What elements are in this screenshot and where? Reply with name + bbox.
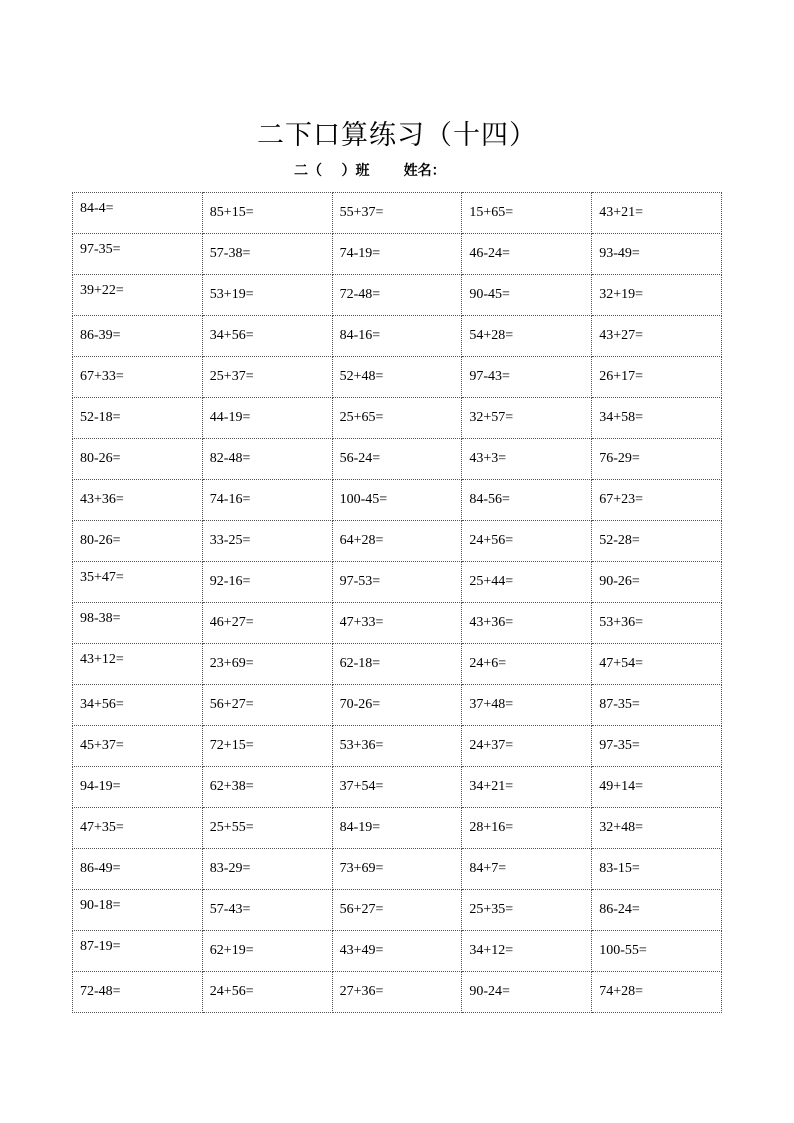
problem-cell: 25+37= <box>202 357 332 398</box>
problem-cell: 70-26= <box>332 685 462 726</box>
problem-cell: 53+36= <box>332 726 462 767</box>
table-row <box>73 234 722 275</box>
problem-cell: 57-43= <box>202 890 332 931</box>
table-row <box>73 726 722 767</box>
problem-cell: 83-15= <box>592 849 722 890</box>
problem-cell: 85+15= <box>202 193 332 234</box>
problem-cell: 24+37= <box>462 726 592 767</box>
problem-cell: 97-35= <box>73 234 203 275</box>
problem-cell: 90-26= <box>592 562 722 603</box>
problem-cell: 15+65= <box>462 193 592 234</box>
problem-cell: 35+47= <box>73 562 203 603</box>
problem-cell: 97-43= <box>462 357 592 398</box>
table-row <box>73 398 722 439</box>
problem-cell: 53+36= <box>592 603 722 644</box>
problem-cell: 24+56= <box>462 521 592 562</box>
problem-cell: 47+54= <box>592 644 722 685</box>
problem-cell: 97-35= <box>592 726 722 767</box>
problem-cell: 34+56= <box>202 316 332 357</box>
problem-cell: 46-24= <box>462 234 592 275</box>
table-row <box>73 521 722 562</box>
problem-cell: 33-25= <box>202 521 332 562</box>
problem-cell: 80-26= <box>73 439 203 480</box>
problem-cell: 53+19= <box>202 275 332 316</box>
arithmetic-table-body <box>73 193 722 1013</box>
problem-cell: 86-49= <box>73 849 203 890</box>
table-row <box>73 439 722 480</box>
problem-cell: 86-24= <box>592 890 722 931</box>
table-row <box>73 480 722 521</box>
problem-cell: 37+48= <box>462 685 592 726</box>
problem-cell: 28+16= <box>462 808 592 849</box>
problem-cell: 26+17= <box>592 357 722 398</box>
problem-cell: 84-16= <box>332 316 462 357</box>
problem-cell: 62-18= <box>332 644 462 685</box>
problem-cell: 73+69= <box>332 849 462 890</box>
problem-cell: 49+14= <box>592 767 722 808</box>
problem-cell: 32+19= <box>592 275 722 316</box>
problem-cell: 52+48= <box>332 357 462 398</box>
problem-cell: 34+56= <box>73 685 203 726</box>
problem-cell: 32+57= <box>462 398 592 439</box>
problem-cell: 84-56= <box>462 480 592 521</box>
problem-cell: 56-24= <box>332 439 462 480</box>
problem-cell: 62+19= <box>202 931 332 972</box>
table-row <box>73 357 722 398</box>
problem-cell: 47+33= <box>332 603 462 644</box>
problem-cell: 46+27= <box>202 603 332 644</box>
problem-cell: 52-28= <box>592 521 722 562</box>
problem-cell: 43+36= <box>73 480 203 521</box>
problem-cell: 62+38= <box>202 767 332 808</box>
problem-cell: 100-45= <box>332 480 462 521</box>
problem-cell: 87-19= <box>73 931 203 972</box>
table-row <box>73 193 722 234</box>
problem-cell: 100-55= <box>592 931 722 972</box>
problem-cell: 55+37= <box>332 193 462 234</box>
problem-cell: 84+7= <box>462 849 592 890</box>
problem-cell: 34+58= <box>592 398 722 439</box>
table-row <box>73 808 722 849</box>
problem-cell: 43+12= <box>73 644 203 685</box>
table-row <box>73 767 722 808</box>
problem-cell: 43+3= <box>462 439 592 480</box>
problem-cell: 25+65= <box>332 398 462 439</box>
problem-cell: 45+37= <box>73 726 203 767</box>
problem-cell: 97-53= <box>332 562 462 603</box>
problem-cell: 84-19= <box>332 808 462 849</box>
problem-cell: 44-19= <box>202 398 332 439</box>
problem-cell: 32+48= <box>592 808 722 849</box>
problem-cell: 74+28= <box>592 972 722 1013</box>
problem-cell: 72-48= <box>332 275 462 316</box>
problem-cell: 90-18= <box>73 890 203 931</box>
problem-cell: 43+27= <box>592 316 722 357</box>
problem-cell: 86-39= <box>73 316 203 357</box>
problem-cell: 39+22= <box>73 275 203 316</box>
problem-cell: 24+56= <box>202 972 332 1013</box>
problem-cell: 47+35= <box>73 808 203 849</box>
problem-cell: 37+54= <box>332 767 462 808</box>
table-row <box>73 562 722 603</box>
problem-cell: 34+21= <box>462 767 592 808</box>
problem-cell: 76-29= <box>592 439 722 480</box>
problem-cell: 84-4= <box>73 193 203 234</box>
problem-cell: 56+27= <box>202 685 332 726</box>
worksheet-title: 二下口算练习（十四） <box>257 120 537 151</box>
problem-cell: 43+21= <box>592 193 722 234</box>
problem-cell: 87-35= <box>592 685 722 726</box>
table-row <box>73 275 722 316</box>
problem-cell: 98-38= <box>73 603 203 644</box>
problem-cell: 80-26= <box>73 521 203 562</box>
problem-cell: 83-29= <box>202 849 332 890</box>
problem-cell: 90-24= <box>462 972 592 1013</box>
problem-cell: 25+35= <box>462 890 592 931</box>
problem-cell: 82-48= <box>202 439 332 480</box>
table-row <box>73 316 722 357</box>
problem-cell: 25+55= <box>202 808 332 849</box>
problem-cell: 74-16= <box>202 480 332 521</box>
table-row <box>73 972 722 1013</box>
problem-cell: 43+49= <box>332 931 462 972</box>
problem-cell: 43+36= <box>462 603 592 644</box>
problem-cell: 93-49= <box>592 234 722 275</box>
problem-cell: 25+44= <box>462 562 592 603</box>
problem-cell: 67+23= <box>592 480 722 521</box>
problem-cell: 67+33= <box>73 357 203 398</box>
table-row <box>73 603 722 644</box>
problem-cell: 52-18= <box>73 398 203 439</box>
problem-cell: 92-16= <box>202 562 332 603</box>
problem-cell: 54+28= <box>462 316 592 357</box>
problem-cell: 74-19= <box>332 234 462 275</box>
problem-cell: 24+6= <box>462 644 592 685</box>
problem-cell: 56+27= <box>332 890 462 931</box>
problem-cell: 57-38= <box>202 234 332 275</box>
problem-cell: 34+12= <box>462 931 592 972</box>
problem-cell: 94-19= <box>73 767 203 808</box>
problem-cell: 23+69= <box>202 644 332 685</box>
table-row <box>73 931 722 972</box>
problem-cell: 72-48= <box>73 972 203 1013</box>
table-row <box>73 644 722 685</box>
problem-cell: 90-45= <box>462 275 592 316</box>
problem-cell: 72+15= <box>202 726 332 767</box>
table-row <box>73 849 722 890</box>
problem-cell: 64+28= <box>332 521 462 562</box>
table-row <box>73 890 722 931</box>
class-name-line: 二（ ）班 姓名： <box>294 163 446 179</box>
problem-cell: 27+36= <box>332 972 462 1013</box>
arithmetic-table <box>72 192 722 1013</box>
table-row <box>73 685 722 726</box>
